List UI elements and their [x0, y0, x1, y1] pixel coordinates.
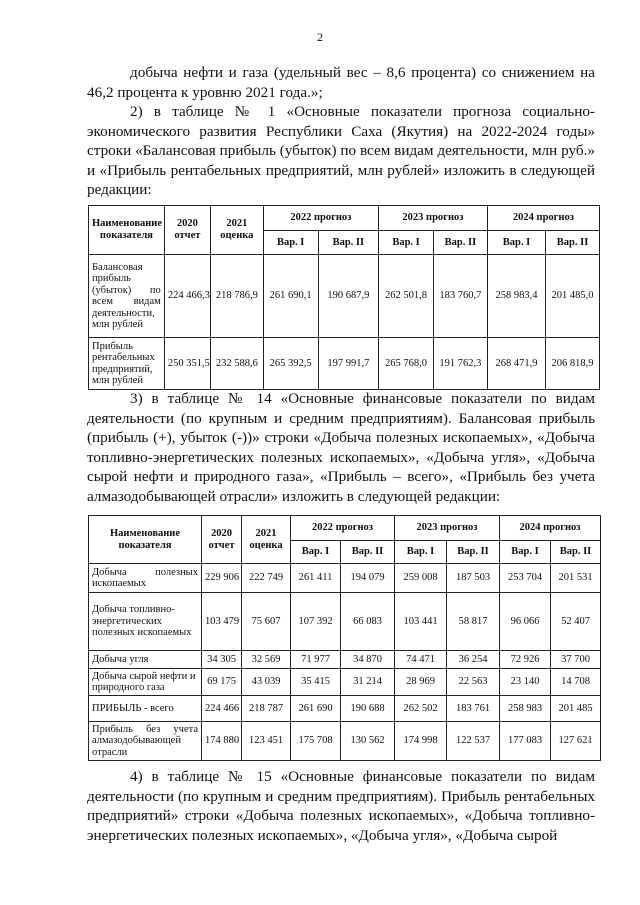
table-row	[89, 564, 601, 593]
header-var2: Вар. II	[546, 231, 600, 255]
cell: 268 471,9	[487, 338, 545, 390]
cell: 58 817	[447, 593, 500, 651]
cell: 123 451	[242, 722, 291, 761]
table-row	[89, 696, 601, 722]
cell: 187 503	[447, 564, 500, 593]
cell: 232 588,6	[210, 338, 263, 390]
cell: 75 607	[242, 593, 291, 651]
cell: 23 140	[500, 669, 551, 696]
page-number: 2	[317, 30, 323, 44]
cell: 35 415	[291, 669, 341, 696]
cell: 265 768,0	[379, 338, 434, 390]
cell: 206 818,9	[546, 338, 600, 390]
cell: 37 700	[551, 651, 601, 669]
cell: 103 441	[395, 593, 447, 651]
paragraph-4: 4) в таблице № 15 «Основные финансовые показатели по видам деятельности (по крупным и средним предприятиям). Прибыль рентабельных предприятий» строки «Добыча полезных ископаемых», «Добыча топливно-энергетических полезных ископаемых», «Добыча угля», «Добыча сырой	[87, 768, 595, 844]
cell: 127 621	[551, 722, 601, 761]
header-name: Наименование показателя	[89, 516, 202, 564]
row-label: ПРИБЫЛЬ - всего	[89, 696, 202, 722]
cell: 71 977	[291, 651, 341, 669]
cell: 175 708	[291, 722, 341, 761]
cell: 250 351,5	[164, 338, 210, 390]
cell: 201 485	[551, 696, 601, 722]
cell: 259 008	[395, 564, 447, 593]
header-var2: Вар. II	[447, 541, 500, 564]
table-row	[89, 669, 601, 696]
header-2022: 2022 прогноз	[263, 206, 378, 231]
cell: 183 761	[447, 696, 500, 722]
cell: 74 471	[395, 651, 447, 669]
cell: 96 066	[500, 593, 551, 651]
cell: 218 786,9	[210, 255, 263, 338]
cell: 218 787	[242, 696, 291, 722]
cell: 262 501,8	[379, 255, 434, 338]
row-label: Добыча топливно-энергетических полезных ископаемых	[89, 593, 202, 651]
cell: 52 407	[551, 593, 601, 651]
paragraph-2: 2) в таблице № 1 «Основные показатели прогноза социально-экономического развития Республики Саха (Якутия) на 2022-2024 годы» строки «Балансовая прибыль (убыток) по всем видам деятельности, млн руб.» и «Прибыль рентабельных предприятий, млн рублей» изложить в следующей редакции:	[87, 103, 595, 199]
table-row	[89, 255, 600, 338]
cell: 32 569	[242, 651, 291, 669]
row-label: Балансовая прибыль (убыток) по всем видам деятельности, млн рублей	[89, 255, 165, 338]
header-2023: 2023 прогноз	[395, 516, 500, 541]
header-name: Наименование показателя	[89, 206, 165, 255]
cell: 265 392,5	[263, 338, 318, 390]
row-label: Прибыль без учета алмазодобывающей отрасли	[89, 722, 202, 761]
cell: 36 254	[447, 651, 500, 669]
cell: 34 305	[202, 651, 242, 669]
cell: 190 688	[341, 696, 395, 722]
header-2024: 2024 прогноз	[487, 206, 599, 231]
row-label: Добыча полезных ископаемых	[89, 564, 202, 593]
header-var2: Вар. II	[318, 231, 378, 255]
header-var1: Вар. I	[263, 231, 318, 255]
cell: 72 926	[500, 651, 551, 669]
cell: 28 969	[395, 669, 447, 696]
cell: 224 466,3	[164, 255, 210, 338]
cell: 194 079	[341, 564, 395, 593]
cell: 43 039	[242, 669, 291, 696]
header-2020: 2020 отчет	[202, 516, 242, 564]
cell: 177 083	[500, 722, 551, 761]
cell: 122 537	[447, 722, 500, 761]
cell: 191 762,3	[434, 338, 488, 390]
cell: 107 392	[291, 593, 341, 651]
header-2021: 2021 оценка	[210, 206, 263, 255]
paragraph-1: добыча нефти и газа (удельный вес – 8,6 процента) со снижением на 46,2 процента к уровню 2021 года.»;	[87, 64, 595, 101]
cell: 201 531	[551, 564, 601, 593]
cell: 183 760,7	[434, 255, 488, 338]
cell: 31 214	[341, 669, 395, 696]
cell: 229 906	[202, 564, 242, 593]
table-row	[89, 651, 601, 669]
header-var1: Вар. I	[500, 541, 551, 564]
row-label: Добыча угля	[89, 651, 202, 669]
cell: 261 690,1	[263, 255, 318, 338]
cell: 258 983,4	[487, 255, 545, 338]
cell: 103 479	[202, 593, 242, 651]
cell: 222 749	[242, 564, 291, 593]
header-2022: 2022 прогноз	[291, 516, 395, 541]
header-var2: Вар. II	[341, 541, 395, 564]
cell: 130 562	[341, 722, 395, 761]
row-label: Прибыль рентабельных предприятий, млн рублей	[89, 338, 165, 390]
table-2	[88, 515, 601, 761]
cell: 224 466	[202, 696, 242, 722]
cell: 66 083	[341, 593, 395, 651]
header-var1: Вар. I	[395, 541, 447, 564]
cell: 69 175	[202, 669, 242, 696]
header-var2: Вар. II	[434, 231, 488, 255]
cell: 190 687,9	[318, 255, 378, 338]
table-row	[89, 722, 601, 761]
cell: 261 411	[291, 564, 341, 593]
header-var1: Вар. I	[379, 231, 434, 255]
table-row	[89, 593, 601, 651]
header-var2: Вар. II	[551, 541, 601, 564]
cell: 201 485,0	[546, 255, 600, 338]
table-1	[88, 205, 600, 390]
header-2020: 2020 отчет	[164, 206, 210, 255]
header-2024: 2024 прогноз	[500, 516, 601, 541]
cell: 261 690	[291, 696, 341, 722]
cell: 14 708	[551, 669, 601, 696]
header-var1: Вар. I	[487, 231, 545, 255]
cell: 262 502	[395, 696, 447, 722]
header-2023: 2023 прогноз	[379, 206, 488, 231]
cell: 22 563	[447, 669, 500, 696]
table-row	[89, 338, 600, 390]
row-label: Добыча сырой нефти и природного газа	[89, 669, 202, 696]
cell: 34 870	[341, 651, 395, 669]
header-2021: 2021 оценка	[242, 516, 291, 564]
cell: 258 983	[500, 696, 551, 722]
header-var1: Вар. I	[291, 541, 341, 564]
cell: 174 998	[395, 722, 447, 761]
cell: 197 991,7	[318, 338, 378, 390]
cell: 253 704	[500, 564, 551, 593]
cell: 174 880	[202, 722, 242, 761]
paragraph-3: 3) в таблице № 14 «Основные финансовые показатели по видам деятельности (по крупным и средним предприятиям). Балансовая прибыль (прибыль (+), убыток (-))» строки «Добыча полезных ископаемых», «Добыча топливно-энергетических полезных ископаемых», «Добыча угля», «Добыча сырой нефти и природного газа», «Прибыль – всего», «Прибыль без учета алмазодобывающей отрасли» изложить в следующей редакции:	[87, 390, 595, 505]
